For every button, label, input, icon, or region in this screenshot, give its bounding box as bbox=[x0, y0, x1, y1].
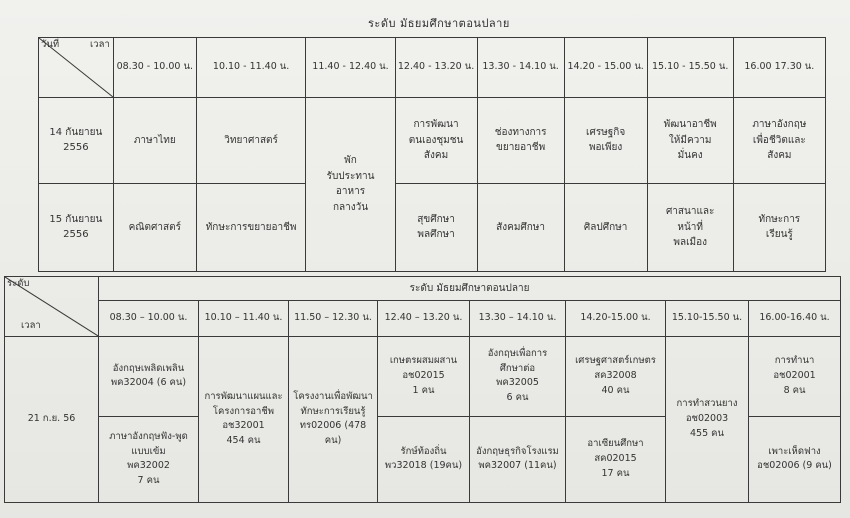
subject-cell: อังกฤษเพลิดเพลิน พค32004 (6 คน) bbox=[99, 336, 199, 416]
table2-title-row bbox=[5, 277, 841, 301]
time-header: 11.40 - 12.40 น. bbox=[306, 38, 395, 98]
subject-cell: อังกฤษธุรกิจโรงแรม พค32007 (11คน) bbox=[470, 416, 566, 502]
table1-title: ระดับ มัธยมศึกษาตอนปลาย bbox=[368, 17, 510, 30]
corner-time-label: เวลา bbox=[90, 39, 110, 50]
time-header: 12.40 - 13.20 น. bbox=[395, 38, 477, 98]
subject-cell: ศิลปศึกษา bbox=[564, 183, 647, 271]
table1-header-row bbox=[39, 38, 826, 98]
subject-cell: โครงงานเพื่อพัฒนา ทักษะการเรียนรู้ ทร02006 (478 คน) bbox=[289, 336, 378, 502]
subject-cell: การทำสวนยาง อช02003 455 คน bbox=[666, 336, 749, 502]
subject-cell: ช่องทางการ ขยายอาชีพ bbox=[477, 97, 564, 183]
time-header: 14.20 - 15.00 น. bbox=[564, 38, 647, 98]
time-header: 08.30 - 10.00 น. bbox=[113, 38, 196, 98]
subject-cell: ภาษาอังกฤษ เพื่อชีวิตและ สังคม bbox=[733, 97, 825, 183]
time-header: 16.00-16.40 น. bbox=[749, 300, 841, 336]
table-row bbox=[39, 183, 826, 271]
time-header: 08.30 – 10.00 น. bbox=[99, 300, 199, 336]
subject-cell: คณิตศาสตร์ bbox=[113, 183, 196, 271]
table2-title: ระดับ มัธยมศึกษาตอนปลาย bbox=[99, 277, 841, 301]
corner-time-label: เวลา bbox=[21, 320, 41, 332]
date-cell: 21 ก.ย. 56 bbox=[5, 336, 99, 502]
subject-cell: ทักษะการขยายอาชีพ bbox=[196, 183, 306, 271]
time-header: 12.40 – 13.20 น. bbox=[378, 300, 470, 336]
subject-cell: การทำนา อช02001 8 คน bbox=[749, 336, 841, 416]
corner-day-label: วันที่ bbox=[41, 39, 60, 50]
corner-level-label: ระดับ bbox=[7, 278, 30, 289]
subject-cell: รักษ์ท้องถิ่น พว32018 (19คน) bbox=[378, 416, 470, 502]
table-row bbox=[5, 336, 841, 416]
subject-cell: การพัฒนา ตนเองชุมชน สังคม bbox=[395, 97, 477, 183]
time-header: 10.10 – 11.40 น. bbox=[199, 300, 289, 336]
subject-cell: เศรษฐกิจ พอเพียง bbox=[564, 97, 647, 183]
table-row bbox=[39, 97, 826, 183]
subject-cell: เพาะเห็ดฟาง อช02006 (9 คน) bbox=[749, 416, 841, 502]
lunch-break-cell: พัก รับประทาน อาหาร กลางวัน bbox=[306, 97, 395, 271]
subject-cell: อังกฤษเพื่อการ ศึกษาต่อ พค32005 6 คน bbox=[470, 336, 566, 416]
subject-cell: สุขศึกษา พลศึกษา bbox=[395, 183, 477, 271]
time-header: 13.30 – 14.10 น. bbox=[470, 300, 566, 336]
table1-corner-cell bbox=[39, 38, 114, 98]
date-cell: 14 กันยายน 2556 bbox=[39, 97, 114, 183]
subject-cell: สังคมศึกษา bbox=[477, 183, 564, 271]
time-header: 11.50 – 12.30 น. bbox=[289, 300, 378, 336]
exam-schedule-table-1 bbox=[38, 37, 826, 272]
subject-cell: การพัฒนาแผนและ โครงการอาชีพ อช32001 454 คน bbox=[199, 336, 289, 502]
subject-cell: เศรษฐศาสตร์เกษตร สค32008 40 คน bbox=[566, 336, 666, 416]
time-header: 15.10-15.50 น. bbox=[666, 300, 749, 336]
table2-header-row bbox=[5, 300, 841, 336]
time-header: 16.00 17.30 น. bbox=[733, 38, 825, 98]
subject-cell: พัฒนาอาชีพ ให้มีความ มั่นคง bbox=[647, 97, 733, 183]
date-cell: 15 กันยายน 2556 bbox=[39, 183, 114, 271]
time-header: 10.10 - 11.40 น. bbox=[196, 38, 306, 98]
subject-cell: วิทยาศาสตร์ bbox=[196, 97, 306, 183]
table2-corner-cell bbox=[5, 277, 99, 337]
subject-cell: ภาษาไทย bbox=[113, 97, 196, 183]
subject-cell: ภาษาอังกฤษฟัง-พูด แบบเข้ม พค32002 7 คน bbox=[99, 416, 199, 502]
time-header: 15.10 - 15.50 น. bbox=[647, 38, 733, 98]
subject-cell: อาเซียนศึกษา สค02015 17 คน bbox=[566, 416, 666, 502]
time-header: 13.30 - 14.10 น. bbox=[477, 38, 564, 98]
subject-cell: ศาสนาและ หน้าที่ พลเมือง bbox=[647, 183, 733, 271]
subject-cell: ทักษะการ เรียนรู้ bbox=[733, 183, 825, 271]
exam-schedule-table-2 bbox=[4, 276, 841, 503]
time-header: 14.20-15.00 น. bbox=[566, 300, 666, 336]
subject-cell: เกษตรผสมผสาน อช02015 1 คน bbox=[378, 336, 470, 416]
